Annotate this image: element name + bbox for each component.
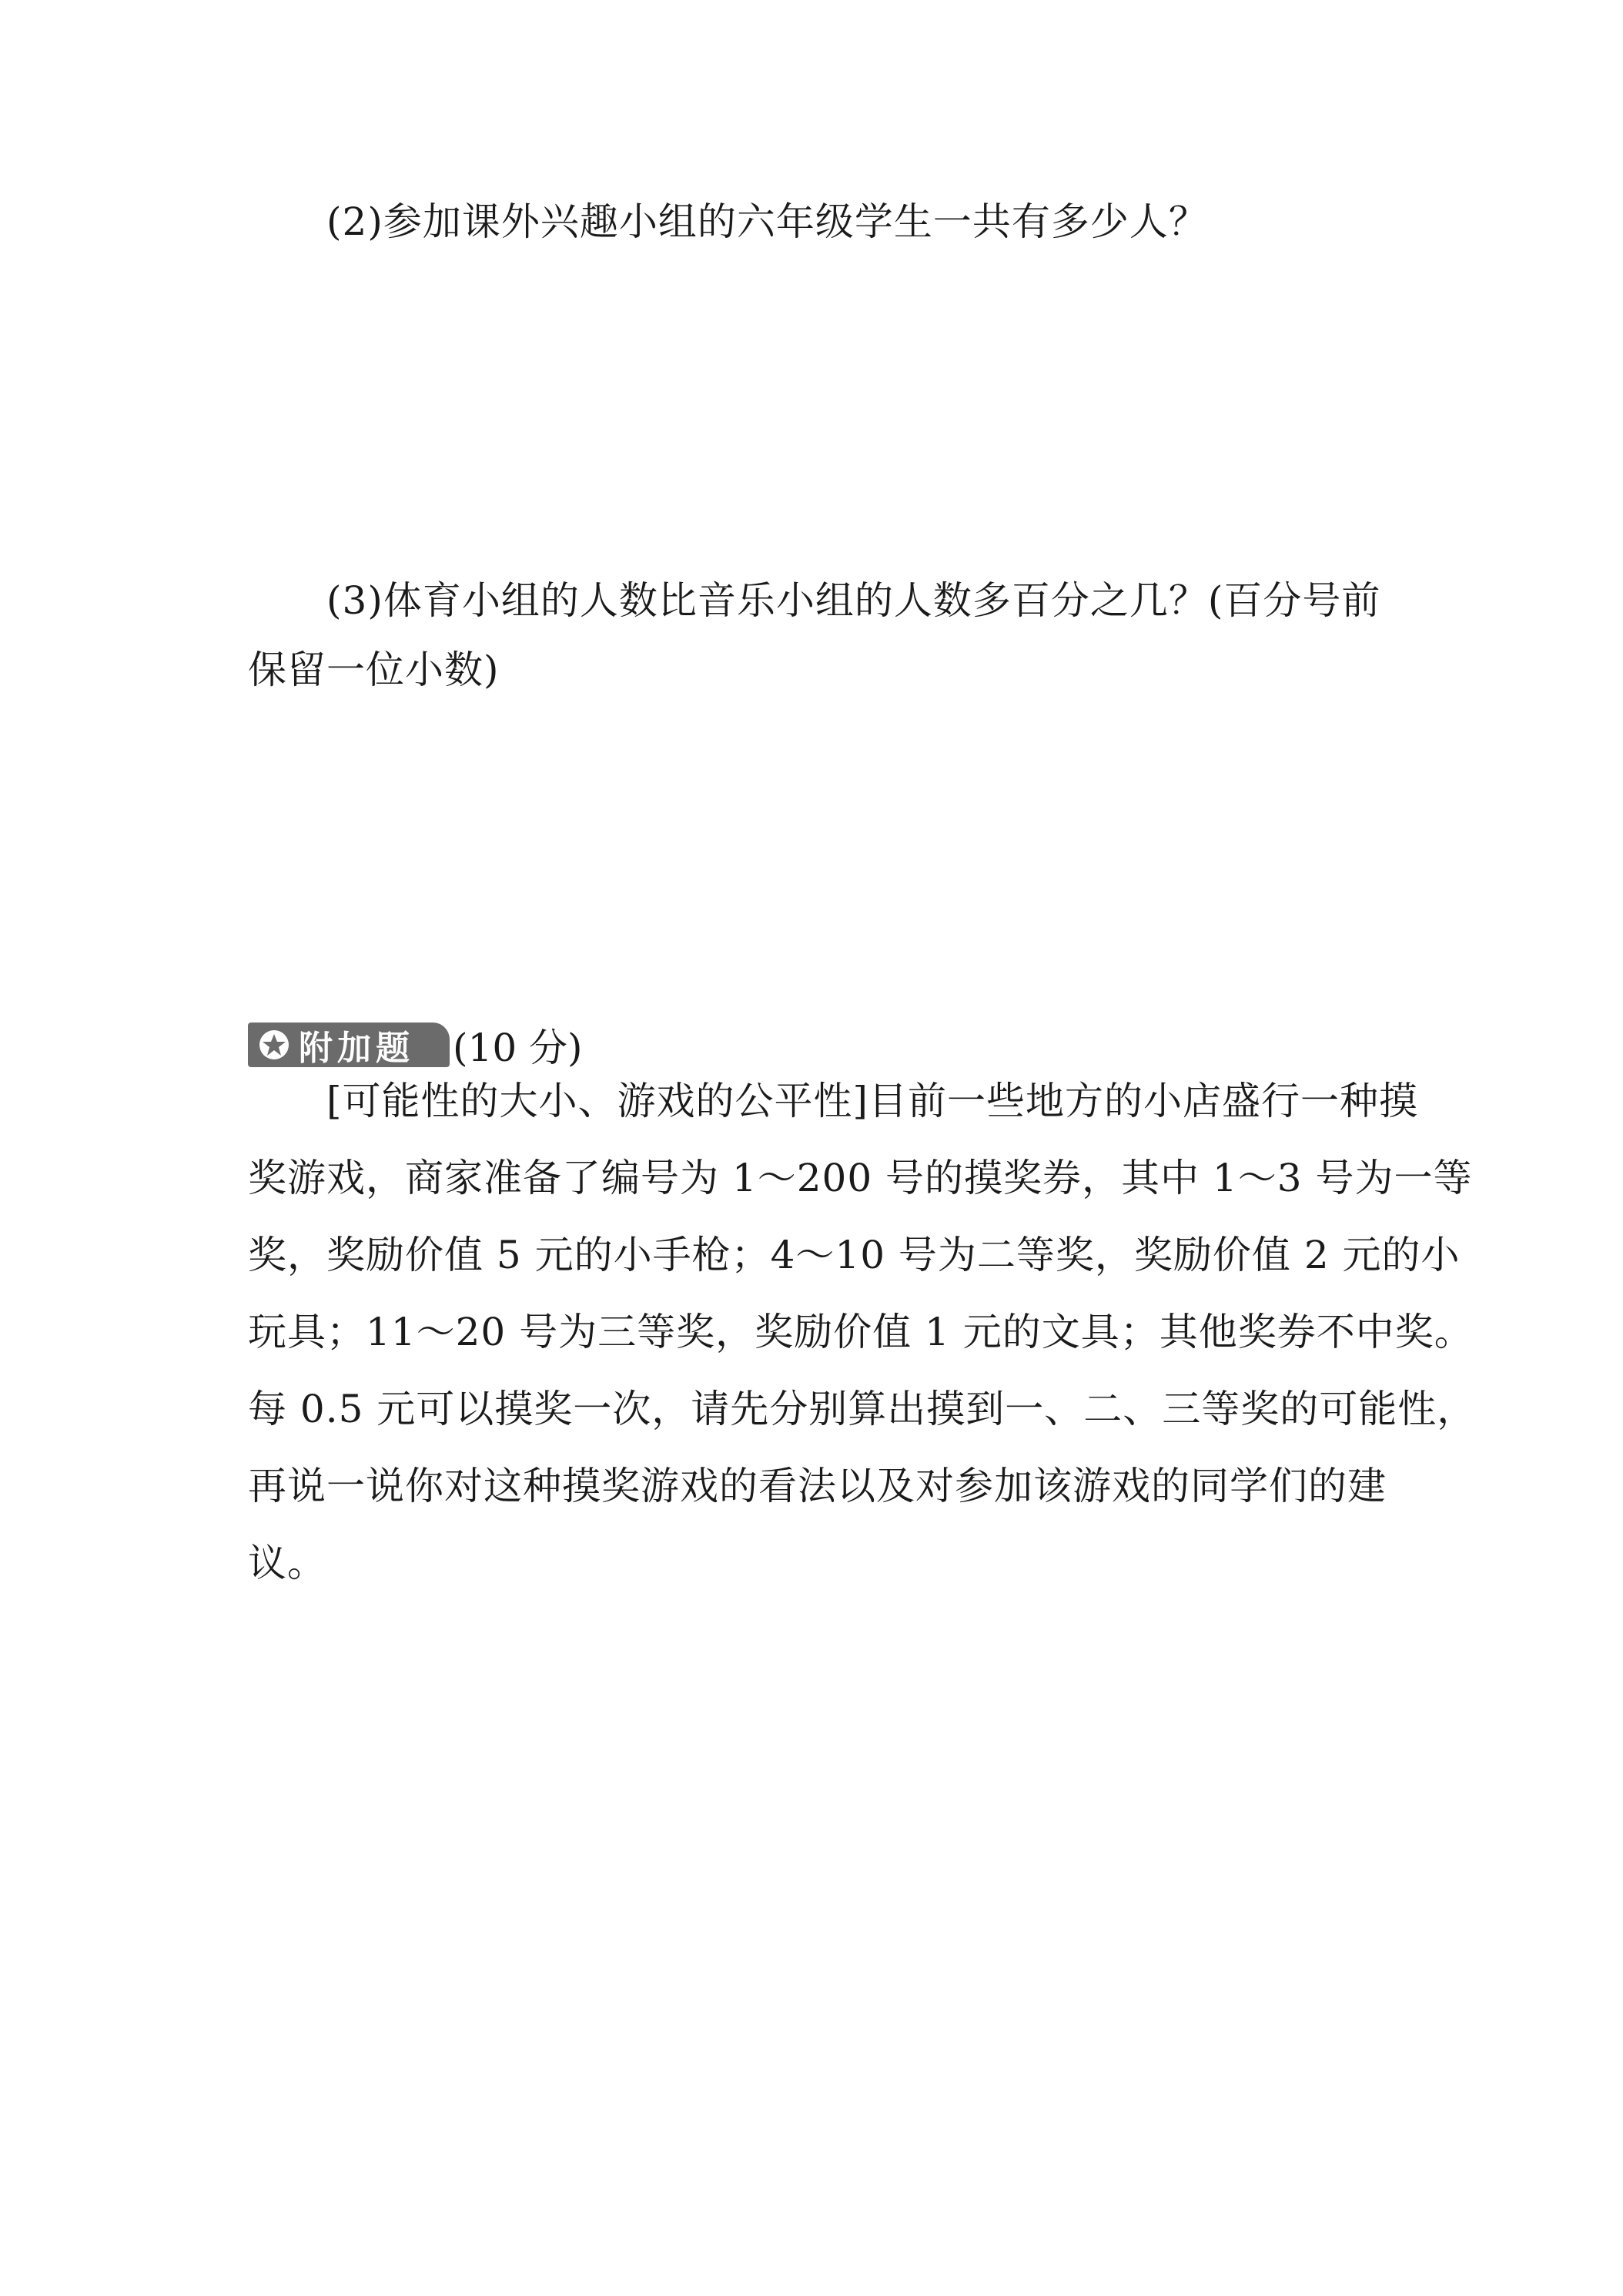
bonus-text-line-3: 奖，奖励价值 5 元的小手枪；4～10 号为二等奖，奖励价值 2 元的小: [248, 1233, 1461, 1277]
bonus-text-line-2: 奖游戏，商家准备了编号为 1～200 号的摸奖券，其中 1～3 号为一等: [248, 1156, 1473, 1200]
bonus-text-line-7: 议。: [248, 1541, 326, 1585]
question-2: (2)参加课外兴趣小组的六年级学生一共有多少人？: [326, 199, 1208, 244]
bonus-text-line-5: 每 0.5 元可以摸奖一次，请先分别算出摸到一、二、三等奖的可能性，: [248, 1387, 1477, 1431]
bonus-heading: [248, 1020, 583, 1069]
bonus-score: (10 分): [453, 1026, 583, 1070]
bonus-text-line-4: 玩具；11～20 号为三等奖，奖励价值 1 元的文具；其他奖券不中奖。: [248, 1310, 1474, 1354]
bonus-text-line-6: 再说一说你对这种摸奖游戏的看法以及对参加该游戏的同学们的建: [248, 1464, 1387, 1508]
bonus-tag: [248, 1022, 450, 1067]
bonus-text-line-1: [可能性的大小、游戏的公平性]目前一些地方的小店盛行一种摸: [326, 1079, 1419, 1123]
question-3-line-2: 保留一位小数): [248, 648, 500, 692]
question-3-line-1: (3)体育小组的人数比音乐小组的人数多百分之几？(百分号前: [326, 578, 1381, 623]
star-icon: [259, 1029, 289, 1060]
bonus-label: 附加题: [299, 1029, 414, 1068]
